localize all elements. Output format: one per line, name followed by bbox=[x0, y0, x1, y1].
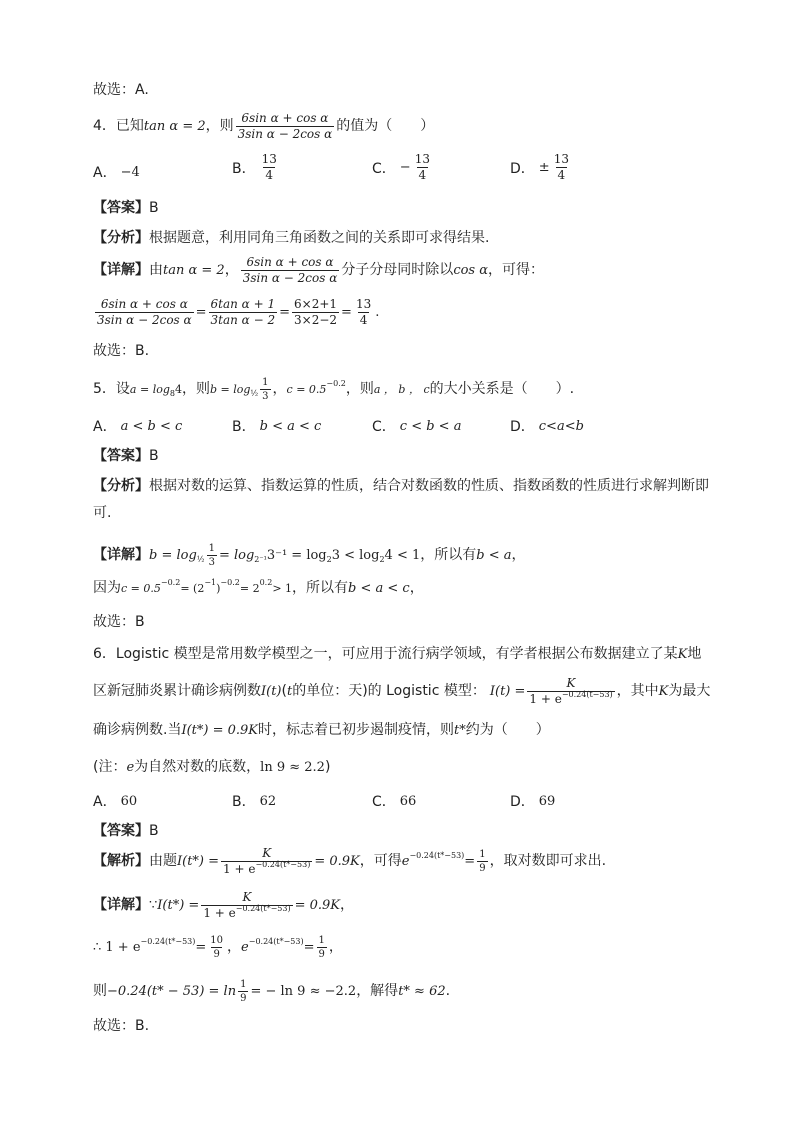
q5-detail-2: 因为 c = 0.5 −0.2 = (2 −1 ) −0.2 = 2 0.2 > 1 ，所以有 b < a < c ， bbox=[93, 577, 424, 596]
q6-stem-2: 区新冠肺炎累计确诊病例数 I(t) ( t 的单位：天)的 Logistic 模型： I(t) = $\frac{K}{1 + e^{-0.24(t-53)}}$ ，其中 K 为最大 bbox=[93, 676, 711, 707]
q4-stem: 4．已知 tan α = 2 ，则 $\frac{\text{6sin α + cos α}}{\text{3sin α − 2cos α}}$ 的值为（ ） bbox=[93, 111, 435, 142]
q6-option-c: C． 66 bbox=[372, 793, 417, 810]
q5-choose: 故选：B bbox=[93, 614, 145, 630]
q5-stem: 5．设 a = log 8 4 ，则 b = log ½ $\frac{1}{3}$ ， c = 0.5 −0.2 ，则 a ， b ， c 的大小关系是（ ）. bbox=[93, 377, 575, 402]
q6-detail-2: ∴ 1 + e −0.24(t*−53) = $\frac{10}{9}$ ， e −0.24(t*−53) = $\frac{1}{9}$ ， bbox=[93, 935, 343, 960]
q5-detail-1: 【详解】 b = log ½ $\frac{1}{3}$ = log 2⁻¹ 3⁻¹ = log 2 3 < log 2 4 < 1 ，所以有 b < a ， bbox=[93, 543, 526, 568]
q5-answer: 【答案】 B bbox=[93, 448, 159, 464]
q4-option-c: C． − $\frac{13}{4}$ bbox=[372, 152, 430, 183]
q5-analysis: 【分析】根据对数的运算、指数运算的性质，结合对数函数的性质、指数函数的性质进行求解判断即可. bbox=[93, 478, 709, 521]
q6-option-a: A． 60 bbox=[93, 793, 138, 810]
q4-answer: 【答案】 B bbox=[93, 200, 159, 216]
q4-detail: 【详解】 由 tan α = 2 ， $\frac{\text{6sin α + cos α}}{\text{3sin α − 2cos α}}$ 分子分母同时除以 cos α ，可得： bbox=[93, 255, 545, 286]
q4-analysis: 【分析】 根据题意，利用同角三角函数之间的关系即可求得结果. bbox=[93, 230, 490, 246]
logistic-model-fraction: $\frac{K}{1 + e^{-0.24(t-53)}}$ bbox=[529, 676, 613, 707]
q4-option-b: B． $\frac{13}{4}$ bbox=[232, 152, 277, 183]
q5-option-a: A． a < b < c bbox=[93, 418, 183, 435]
q6-choose: 故选：B. bbox=[93, 1018, 150, 1034]
q4-option-a: A． −4 bbox=[93, 164, 140, 181]
q6-jiexi: 【解析】 由题 I(t*) = $\frac{K}{1 + e^{-0.24(t*-53)}}$ = 0.9K ，可得 e −0.24(t*−53) = $\frac{1}{9}$ ，取对数即可求出. bbox=[93, 846, 607, 877]
q5-option-c: C． c < b < a bbox=[372, 418, 462, 435]
choose-line-prev: 故选：A. bbox=[93, 82, 149, 98]
q6-detail-3: 则 −0.24(t* − 53) = ln $\frac{1}{9}$ = − ln 9 ≈ −2.2 ，解得 t* ≈ 62 . bbox=[93, 979, 451, 1004]
q4-equation: $\frac{\text{6sin α + cos α}}{\text{3sin α − 2cos α}}$ = $\frac{\text{6tan α + 1}}{\text{3tan α − 2}}$ = $\frac{6\times 2+1}{3\times 2-2}$ = $\frac{13}{4}$ . bbox=[97, 297, 380, 328]
q6-note: (注： e 为自然对数的底数， ln 9 ≈ 2.2 ) bbox=[93, 759, 331, 775]
q6-answer: 【答案】 B bbox=[93, 823, 159, 839]
q4-fraction: $\frac{\text{6sin α + cos α}}{\text{3sin α − 2cos α}}$ bbox=[237, 111, 333, 142]
q6-detail-1: 【详解】 ∵ I(t*) = $\frac{K}{1 + e^{-0.24(t*-53)}}$ = 0.9K ， bbox=[93, 890, 355, 921]
q5-option-b: B． b < a < c bbox=[232, 418, 322, 435]
q6-option-d: D． 69 bbox=[510, 793, 556, 810]
q4-choose: 故选：B. bbox=[93, 343, 150, 359]
q6-stem-1: 6．Logistic 模型是常用数学模型之一，可应用于流行病学领域，有学者根据公布数据建立了某 K 地 bbox=[93, 646, 702, 662]
q5-option-d: D． c<a<b bbox=[510, 418, 584, 435]
q4-option-d: D． ± $\frac{13}{4}$ bbox=[510, 152, 569, 183]
q6-stem-3: 确诊病例数.当 I(t*) = 0.9K 时，标志着已初步遏制疫情，则 t* 约为（ ） bbox=[93, 722, 550, 738]
q6-option-b: B． 62 bbox=[232, 793, 277, 810]
